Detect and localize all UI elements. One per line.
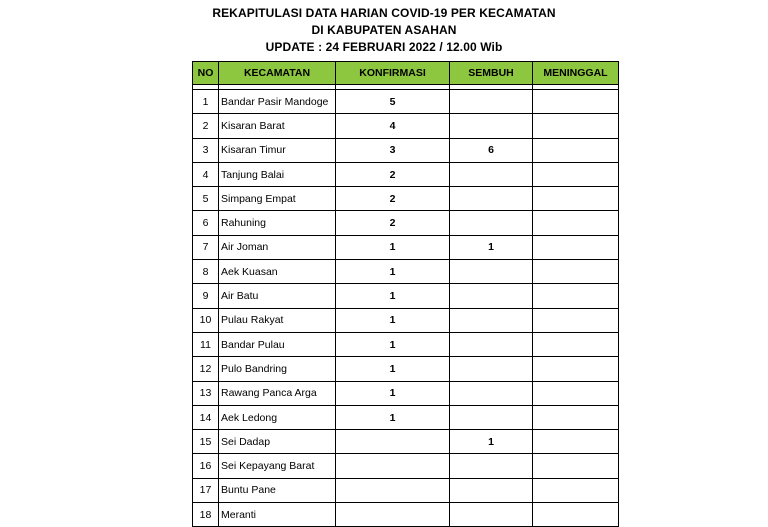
report-update-time: UPDATE : 24 FEBRUARI 2022 / 12.00 Wib xyxy=(265,40,503,54)
meninggal-cell xyxy=(533,187,619,211)
column-header-kecamatan: KECAMATAN xyxy=(219,62,336,85)
sembuh-cell xyxy=(450,454,533,478)
kecamatan-cell: Aek Ledong xyxy=(219,405,336,429)
meninggal-cell xyxy=(533,332,619,356)
column-header-sembuh: SEMBUH xyxy=(450,62,533,85)
row-number: 18 xyxy=(193,503,219,527)
konfirmasi-cell: 1 xyxy=(336,357,450,381)
meninggal-cell xyxy=(533,478,619,502)
konfirmasi-cell: 1 xyxy=(336,405,450,429)
sembuh-cell xyxy=(450,187,533,211)
konfirmasi-cell: 1 xyxy=(336,235,450,259)
konfirmasi-cell xyxy=(336,478,450,502)
konfirmasi-cell xyxy=(336,454,450,478)
meninggal-cell xyxy=(533,308,619,332)
meninggal-cell xyxy=(533,90,619,114)
row-number: 15 xyxy=(193,430,219,454)
kecamatan-cell: Pulo Bandring xyxy=(219,357,336,381)
table-row xyxy=(193,405,619,429)
sembuh-cell xyxy=(450,308,533,332)
sembuh-cell xyxy=(450,478,533,502)
meninggal-cell xyxy=(533,138,619,162)
table-row xyxy=(193,211,619,235)
meninggal-cell xyxy=(533,284,619,308)
row-number: 11 xyxy=(193,332,219,356)
row-number: 12 xyxy=(193,357,219,381)
konfirmasi-cell: 5 xyxy=(336,90,450,114)
sembuh-cell xyxy=(450,211,533,235)
konfirmasi-cell: 2 xyxy=(336,187,450,211)
table-row xyxy=(193,162,619,186)
konfirmasi-cell: 2 xyxy=(336,211,450,235)
table-row xyxy=(193,430,619,454)
row-number: 16 xyxy=(193,454,219,478)
sembuh-cell xyxy=(450,90,533,114)
meninggal-cell xyxy=(533,405,619,429)
kecamatan-cell: Pulau Rakyat xyxy=(219,308,336,332)
kecamatan-cell: Buntu Pane xyxy=(219,478,336,502)
row-number: 9 xyxy=(193,284,219,308)
meninggal-cell xyxy=(533,211,619,235)
row-number: 13 xyxy=(193,381,219,405)
table-row xyxy=(193,90,619,114)
row-number: 14 xyxy=(193,405,219,429)
kecamatan-cell: Aek Kuasan xyxy=(219,260,336,284)
row-number: 6 xyxy=(193,211,219,235)
kecamatan-cell: Sei Kepayang Barat xyxy=(219,454,336,478)
kecamatan-cell: Rahuning xyxy=(219,211,336,235)
row-number: 2 xyxy=(193,114,219,138)
kecamatan-cell: Kisaran Timur xyxy=(219,138,336,162)
sembuh-cell xyxy=(450,381,533,405)
kecamatan-cell: Tanjung Balai xyxy=(219,162,336,186)
meninggal-cell xyxy=(533,260,619,284)
row-number: 4 xyxy=(193,162,219,186)
table-row xyxy=(193,503,619,527)
table-row xyxy=(193,138,619,162)
column-header-meninggal: MENINGGAL xyxy=(533,62,619,85)
column-header-no: NO xyxy=(193,62,219,85)
kecamatan-cell: Simpang Empat xyxy=(219,187,336,211)
meninggal-cell xyxy=(533,114,619,138)
row-number: 1 xyxy=(193,90,219,114)
sembuh-cell xyxy=(450,114,533,138)
meninggal-cell xyxy=(533,454,619,478)
sembuh-cell xyxy=(450,357,533,381)
meninggal-cell xyxy=(533,430,619,454)
konfirmasi-cell: 2 xyxy=(336,162,450,186)
table-body xyxy=(193,85,619,527)
row-number: 3 xyxy=(193,138,219,162)
table-row xyxy=(193,308,619,332)
kecamatan-cell: Sei Dadap xyxy=(219,430,336,454)
konfirmasi-cell: 1 xyxy=(336,381,450,405)
sembuh-cell xyxy=(450,284,533,308)
konfirmasi-cell: 1 xyxy=(336,260,450,284)
table-row xyxy=(193,454,619,478)
sembuh-cell xyxy=(450,162,533,186)
konfirmasi-cell: 1 xyxy=(336,308,450,332)
row-number: 17 xyxy=(193,478,219,502)
kecamatan-cell: Air Batu xyxy=(219,284,336,308)
konfirmasi-cell: 1 xyxy=(336,284,450,308)
meninggal-cell xyxy=(533,162,619,186)
kecamatan-cell: Meranti xyxy=(219,503,336,527)
sembuh-cell: 1 xyxy=(450,430,533,454)
sembuh-cell: 1 xyxy=(450,235,533,259)
meninggal-cell xyxy=(533,235,619,259)
report-title: REKAPITULASI DATA HARIAN COVID-19 PER KECAMATAN xyxy=(212,6,556,20)
table-row xyxy=(193,114,619,138)
table-row xyxy=(193,357,619,381)
kecamatan-cell: Kisaran Barat xyxy=(219,114,336,138)
sembuh-cell: 6 xyxy=(450,138,533,162)
konfirmasi-cell: 1 xyxy=(336,332,450,356)
column-header-konfirmasi: KONFIRMASI xyxy=(336,62,450,85)
table-row xyxy=(193,260,619,284)
meninggal-cell xyxy=(533,357,619,381)
sembuh-cell xyxy=(450,503,533,527)
konfirmasi-cell: 3 xyxy=(336,138,450,162)
konfirmasi-cell xyxy=(336,430,450,454)
table-row xyxy=(193,235,619,259)
meninggal-cell xyxy=(533,503,619,527)
kecamatan-cell: Air Joman xyxy=(219,235,336,259)
row-number: 8 xyxy=(193,260,219,284)
kecamatan-cell: Bandar Pasir Mandoge xyxy=(219,90,336,114)
row-number: 7 xyxy=(193,235,219,259)
row-number: 10 xyxy=(193,308,219,332)
sembuh-cell xyxy=(450,260,533,284)
sembuh-cell xyxy=(450,405,533,429)
table-header xyxy=(193,62,619,85)
sembuh-cell xyxy=(450,332,533,356)
konfirmasi-cell xyxy=(336,503,450,527)
table-row xyxy=(193,381,619,405)
row-number: 5 xyxy=(193,187,219,211)
report-header xyxy=(0,5,768,56)
table-row xyxy=(193,478,619,502)
table-row xyxy=(193,332,619,356)
kecamatan-cell: Bandar Pulau xyxy=(219,332,336,356)
konfirmasi-cell: 4 xyxy=(336,114,450,138)
kecamatan-cell: Rawang Panca Arga xyxy=(219,381,336,405)
table-row xyxy=(193,187,619,211)
table-row xyxy=(193,284,619,308)
header-row xyxy=(193,62,619,85)
covid-data-table xyxy=(192,61,619,527)
report-region: DI KABUPATEN ASAHAN xyxy=(311,23,457,37)
meninggal-cell xyxy=(533,381,619,405)
